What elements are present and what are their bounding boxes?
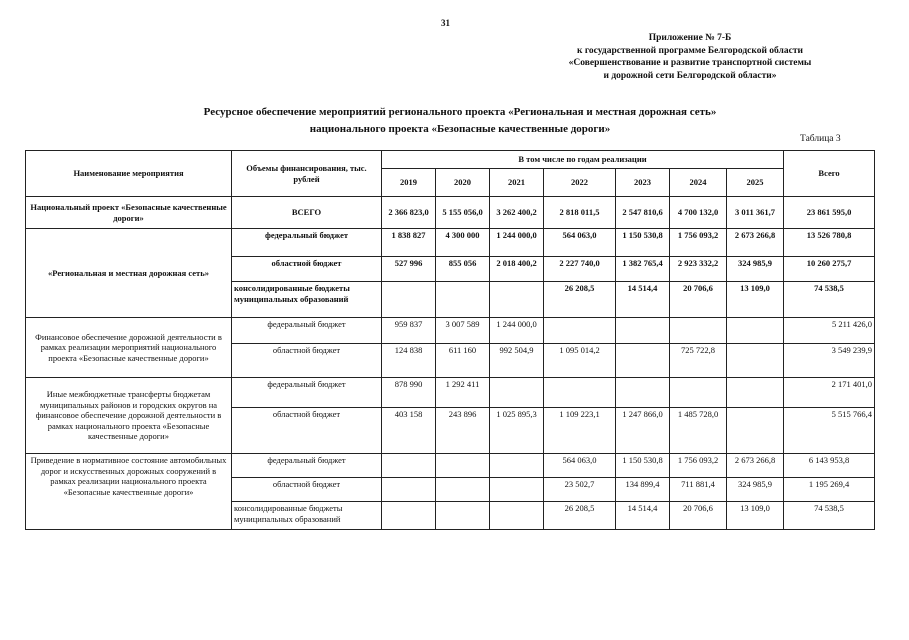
cell-value: 243 896 [436, 408, 490, 454]
cell-value: 3 011 361,7 [727, 197, 784, 229]
document-title [120, 104, 800, 138]
cell-value [616, 344, 670, 378]
cell-total: 13 526 780,8 [784, 229, 875, 257]
row-source: консолидированные бюджеты муниципальных образований [232, 282, 382, 318]
cell-value: 124 838 [382, 344, 436, 378]
header-year: 2023 [616, 169, 670, 197]
title-line-1: Ресурсное обеспечение мероприятий регионального проекта «Региональная и местная дорожная сеть» [203, 106, 717, 118]
row-source: областной бюджет [232, 408, 382, 454]
header-by-years: В том числе по годам реализации [382, 151, 784, 169]
cell-total: 6 143 953,8 [784, 454, 875, 478]
cell-value: 2 018 400,2 [490, 257, 544, 282]
cell-value: 2 227 740,0 [544, 257, 616, 282]
cell-value: 2 673 266,8 [727, 229, 784, 257]
cell-value: 3 007 589 [436, 318, 490, 344]
cell-value: 1 244 000,0 [490, 318, 544, 344]
cell-value: 611 160 [436, 344, 490, 378]
row-source: областной бюджет [232, 478, 382, 502]
header-year: 2019 [382, 169, 436, 197]
cell-value [727, 318, 784, 344]
cell-value: 2 818 011,5 [544, 197, 616, 229]
table-row [26, 318, 875, 344]
title-line-2: национального проекта «Безопасные качественные дороги» [309, 123, 611, 135]
cell-value: 2 547 810,6 [616, 197, 670, 229]
cell-value: 20 706,6 [670, 502, 727, 530]
cell-value: 1 109 223,1 [544, 408, 616, 454]
table-row [26, 378, 875, 408]
cell-value [436, 502, 490, 530]
page-number: 31 [441, 18, 450, 28]
row-source: федеральный бюджет [232, 229, 382, 257]
cell-value [670, 318, 727, 344]
cell-value [727, 408, 784, 454]
cell-value: 13 109,0 [727, 282, 784, 318]
row-source: федеральный бюджет [232, 318, 382, 344]
cell-value: 4 300 000 [436, 229, 490, 257]
header-year: 2022 [544, 169, 616, 197]
cell-total: 74 538,5 [784, 502, 875, 530]
cell-value [727, 344, 784, 378]
cell-total: 5 515 766,4 [784, 408, 875, 454]
cell-value: 725 722,8 [670, 344, 727, 378]
header-name: Наименование мероприятия [26, 151, 232, 197]
header-total: Всего [784, 151, 875, 197]
row-name: Национальный проект «Безопасные качественные дороги» [26, 197, 232, 229]
row-source: областной бюджет [232, 257, 382, 282]
table-row [26, 229, 875, 257]
cell-total: 3 549 239,9 [784, 344, 875, 378]
cell-value: 855 056 [436, 257, 490, 282]
cell-value: 711 881,4 [670, 478, 727, 502]
header-year: 2020 [436, 169, 490, 197]
cell-total: 23 861 595,0 [784, 197, 875, 229]
cell-value [490, 478, 544, 502]
cell-value [490, 282, 544, 318]
cell-value [544, 378, 616, 408]
appendix-line-2: к государственной программе Белгородской области [576, 45, 803, 56]
cell-value: 1 756 093,2 [670, 229, 727, 257]
cell-value: 992 504,9 [490, 344, 544, 378]
cell-value [490, 502, 544, 530]
cell-total: 2 171 401,0 [784, 378, 875, 408]
cell-value [436, 454, 490, 478]
cell-value: 324 985,9 [727, 478, 784, 502]
cell-value: 1 247 866,0 [616, 408, 670, 454]
cell-value: 14 514,4 [616, 282, 670, 318]
row-source: консолидированные бюджеты муниципальных образований [232, 502, 382, 530]
cell-value: 1 150 530,8 [616, 229, 670, 257]
cell-value: 1 838 827 [382, 229, 436, 257]
cell-value [616, 378, 670, 408]
cell-value: 564 063,0 [544, 229, 616, 257]
cell-value [436, 282, 490, 318]
cell-value: 527 996 [382, 257, 436, 282]
cell-value: 134 899,4 [616, 478, 670, 502]
cell-value [670, 378, 727, 408]
cell-value: 1 095 014,2 [544, 344, 616, 378]
cell-value: 1 756 093,2 [670, 454, 727, 478]
cell-value [727, 378, 784, 408]
cell-value [382, 282, 436, 318]
cell-value: 3 262 400,2 [490, 197, 544, 229]
table-row [26, 197, 875, 229]
cell-value: 4 700 132,0 [670, 197, 727, 229]
cell-value: 959 837 [382, 318, 436, 344]
row-name: Приведение в нормативное состояние автомобильных дорог и искусственных дорожных сооружений в рамках реализации национального проекта «Безопасные качественные дороги» [26, 454, 232, 530]
cell-value: 324 985,9 [727, 257, 784, 282]
cell-value: 1 150 530,8 [616, 454, 670, 478]
cell-value: 14 514,4 [616, 502, 670, 530]
cell-value: 1 292 411 [436, 378, 490, 408]
cell-value: 20 706,6 [670, 282, 727, 318]
cell-value [490, 378, 544, 408]
cell-value: 1 382 765,4 [616, 257, 670, 282]
cell-value [436, 478, 490, 502]
row-name: «Региональная и местная дорожная сеть» [26, 229, 232, 318]
cell-value: 1 025 895,3 [490, 408, 544, 454]
cell-value [616, 318, 670, 344]
cell-value: 878 990 [382, 378, 436, 408]
cell-total: 1 195 269,4 [784, 478, 875, 502]
cell-value: 2 923 332,2 [670, 257, 727, 282]
cell-value [382, 502, 436, 530]
row-source: областной бюджет [232, 344, 382, 378]
row-name: Иные межбюджетные трансферты бюджетам муниципальных районов и городских округов на финансовое обеспечение дорожной деятельности в рамках национального проекта «Безопасные качественные дороги» [26, 378, 232, 454]
cell-value: 23 502,7 [544, 478, 616, 502]
cell-total: 74 538,5 [784, 282, 875, 318]
appendix-header [520, 32, 860, 82]
header-year: 2024 [670, 169, 727, 197]
header-year: 2025 [727, 169, 784, 197]
resource-table [25, 150, 875, 530]
cell-value: 1 244 000,0 [490, 229, 544, 257]
cell-value [544, 318, 616, 344]
cell-value: 5 155 056,0 [436, 197, 490, 229]
header-year: 2021 [490, 169, 544, 197]
table-row [26, 454, 875, 478]
cell-total: 10 260 275,7 [784, 257, 875, 282]
cell-value [490, 454, 544, 478]
cell-value: 26 208,5 [544, 502, 616, 530]
appendix-line-3: «Совершенствование и развитие транспортной системы [568, 58, 812, 68]
appendix-line-4: и дорожной сети Белгородской области» [603, 70, 777, 81]
cell-value [382, 478, 436, 502]
cell-total: 5 211 426,0 [784, 318, 875, 344]
cell-value: 1 485 728,0 [670, 408, 727, 454]
cell-value: 2 673 266,8 [727, 454, 784, 478]
row-source: федеральный бюджет [232, 378, 382, 408]
cell-value [382, 454, 436, 478]
row-source: федеральный бюджет [232, 454, 382, 478]
row-name: Финансовое обеспечение дорожной деятельности в рамках реализации мероприятий национального проекта «Безопасные качественные дороги» [26, 318, 232, 378]
appendix-line-1: Приложение № 7-Б [648, 33, 732, 43]
cell-value: 564 063,0 [544, 454, 616, 478]
table-label: Таблица 3 [800, 134, 841, 144]
cell-value: 26 208,5 [544, 282, 616, 318]
cell-value: 13 109,0 [727, 502, 784, 530]
row-source: ВСЕГО [232, 197, 382, 229]
header-volume: Объемы финансирования, тыс. рублей [232, 151, 382, 197]
cell-value: 2 366 823,0 [382, 197, 436, 229]
cell-value: 403 158 [382, 408, 436, 454]
